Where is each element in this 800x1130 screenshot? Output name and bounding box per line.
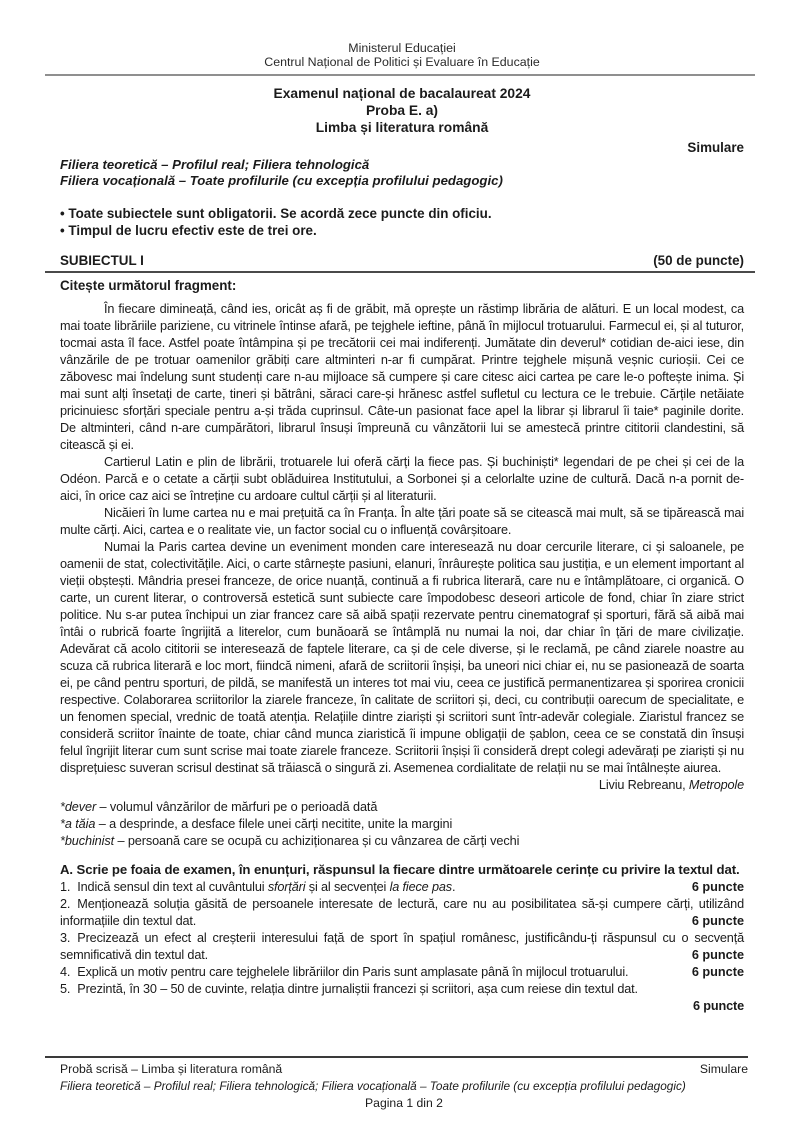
footnote-dever	[60, 799, 744, 816]
subject1-heading-row	[45, 253, 755, 273]
header-divider	[45, 74, 755, 76]
center-name: Centrul Național de Politici și Evaluare în Educație	[264, 54, 540, 69]
document-header	[60, 42, 744, 70]
question-points: 6 puncte	[691, 964, 744, 979]
question-3	[60, 930, 744, 964]
filiera-line-1: Filiera teoretică – Profilul real; Filiera tehnologică	[60, 156, 370, 172]
filiera-line-2: Filiera vocațională – Toate profilurile (cu excepția profilului pedagogic)	[60, 173, 503, 189]
footnote-term: *a tăia	[60, 816, 96, 831]
attribution-author: Liviu Rebreanu,	[598, 777, 689, 792]
question-points: 6 puncte	[691, 879, 744, 894]
part-a-intro: A. Scrie pe foaia de examen, în enunțuri, răspunsul la fiecare dintre următoarele cerințe cu privire la textul dat.	[60, 861, 740, 877]
question-text: și al secvenței	[305, 879, 390, 894]
rule-bullet-1: • Toate subiectele sunt obligatorii. Se acordă zece puncte din oficiu.	[60, 205, 744, 222]
question-text: .	[451, 879, 456, 894]
question-number: 1.	[60, 879, 71, 894]
question-text-italic: la fiece pas	[389, 879, 452, 894]
question-text-italic: sforțări	[267, 879, 306, 894]
footnote-term: *buchinist	[60, 833, 115, 848]
question-text: Indică sensul din text al cuvântului	[77, 879, 268, 894]
question-number: 4.	[60, 964, 71, 979]
exam-proba: Proba E. a)	[365, 102, 439, 118]
filiera-block	[60, 157, 744, 190]
footnote-buchinist	[60, 833, 744, 850]
question-5	[60, 981, 744, 998]
exam-subject: Limba și literatura română	[315, 119, 489, 135]
simulare-label: Simulare	[687, 139, 744, 155]
subject1-instruction: Citește următorul fragment:	[60, 277, 237, 293]
question-5-points: 6 puncte	[693, 998, 744, 1013]
question-number: 2.	[60, 896, 71, 911]
footnotes	[60, 799, 744, 850]
footer-page-number: Pagina 1 din 2	[365, 1096, 443, 1110]
fragment-paragraph-4: Numai la Paris cartea devine un eveniment monden care interesează nu doar cercurile literare, ci și saloanele, pe oamenii de stat, colectivitățile. Aici, o carte stârnește pasiuni, elanuri, înrâurește politica sau justiția, e un element important al vieții obștești. Mândria presei franceze, de orice nuanță, continuă a fi rubrica literară, care nu e întâmplătoare, ci organică. O carte, un curent literar, o controversă estetică sunt subiecte care împodobesc deseori articole de fond, chiar în ziare strict politice. Nu s-ar putea închipui un ziar francez care să aibă spații rezervate pentru cinematograf și sporturi, fără să aibă mai întâi o rubrică foarte îngrijită a literelor, cum bunăoară se întâmplă nu numai la noi, dar chiar în țări de mare civilizație. Adevărat că acolo cititorii se interesează de faptele literare, ca și de cele diverse, și le reclamă, pe când ziarele noastre au scuza că rubrica literară e loc mort, fiindcă nimeni, afară de scriitorii înșiși, ba uneori nici chiar ei, nu se pasionează de soarta ei, pe când pentru sporturi, de pildă, se manifestă un interes tot mai viu, ceea ce justifică permanentizarea și sporirea cronicii respective. Colaborarea scriitorilor la ziarele franceze, în calitate de scriitori și, deci, cu contribuții oarecum de specialitate, e un fenomen special, vrednic de toată atenția. Relațiile dintre ziariști și scriitori sunt într-adevăr colegiale. Ziaristul francez se consideră scriitor înainte de toate, chiar când munca ziaristică îi impune obligații de șablon, ceea ce se constată din însuși felul îngrijit literar cum sunt scrise mai toate ziarele franceze. Scriitorii înșiși îi consideră drept colegi adevărați pe ziariști și nu disprețuiesc suveran scrisul destinat să trăiască o singură zi. Asemenea cordialitate de relații nu se mai întâlnește aiurea.	[60, 539, 744, 775]
fragment-paragraph-2: Cartierul Latin e plin de librării, trotuarele lui oferă cărți la fiece pas. Și buchiniști* legendari de pe chei și cei de la Odéon. Parcă e o cetate a cărții subt oblăduirea Institutului, a Sorbonei și a celorlalte uzine de cultură. Dacă n-a pornit de-aici, în orice caz aici se întreține cu ardoare cultul cărții și al literaturii.	[60, 454, 744, 503]
rule-bullet-2: • Timpul de lucru efectiv este de trei ore.	[60, 222, 744, 239]
footnote-definition: – a desprinde, a desface filele unei cărți necitite, unite la margini	[95, 816, 453, 831]
question-number: 3.	[60, 930, 71, 945]
footnote-definition: – persoană care se ocupă cu achiziționarea și cu vânzarea de cărți vechi	[114, 833, 520, 848]
footnote-term: *dever	[60, 799, 97, 814]
question-2	[60, 896, 744, 930]
question-text: Precizează un efect al creșterii interesului față de sport în spațiul românesc, justificându-ți răspunsul cu o secvență semnificativă din textul dat.	[60, 930, 744, 962]
question-1	[60, 879, 744, 896]
general-rules	[60, 205, 744, 239]
question-points: 6 puncte	[691, 913, 744, 928]
title-block	[60, 85, 744, 136]
footer-row	[60, 1062, 748, 1078]
question-text: Prezintă, în 30 – 50 de cuvinte, relația dintre jurnaliștii francezi și scriitori, așa cum reiese din textul dat.	[77, 981, 638, 996]
fragment-paragraph-1: În fiecare dimineață, când ies, oricât aș fi de grăbit, mă oprește un răstimp librăria de alături. E un local modest, ca mai toate librăriile pariziene, cu vitrinele întinse afară, pe tejghele ieftine, până în mijlocul trotuarului. Farmecul ei, și al tuturor, tocmai asta îl face. Astfel poate întâmpina și pe trecătorii cei mai indiferenți. Jumătate din deverul* cotidian de-aici iese, din vânzările de pe trotuar oamenilor grăbiți care altminteri n-ar fi cumpărat. Printre tejghele mișună veșnic curioșii. Cei ce zăbovesc mai îndelung sunt studenți care n-au mijloace să cumpere și care citesc aici cartea pe care le-o poftește inima. Și mai sunt alți însetați de carte, tineri și bătrâni, săraci care-și hrănesc astfel sufletul cu lectura ce le trebuie. Cărțile netăiate pricinuiesc sforțări speciale pentru a-și trăda cuprinsul. Câte-un pasionat face apel la librar și librarul îi taie* paginile dorite. De altminteri, când n-are cumpărători, librarul însuși împreună cu vânzătorii lui se amestecă printre cititorii clandestini, să citească și ei.	[60, 301, 744, 452]
ministry-name: Ministerul Educației	[348, 41, 456, 55]
footnote-definition: – volumul vânzărilor de mărfuri pe o perioadă dată	[96, 799, 378, 814]
subject1-heading: SUBIECTUL I	[60, 252, 144, 268]
footer-simulare: Simulare	[699, 1062, 748, 1076]
question-text: Menționează soluția găsită de persoanele interesate de lectură, care nu au posibilitatea să-și cumpere cărți, utilizând informațiile din textul dat.	[60, 896, 744, 928]
attribution-work: Metropole	[688, 777, 744, 792]
attribution	[60, 777, 744, 794]
exam-title: Examenul național de bacalaureat 2024	[273, 85, 531, 101]
footnote-a-taia	[60, 816, 744, 833]
fragment-paragraph-3: Nicăieri în lume cartea nu e mai prețuită ca în Franța. În alte țări poate să se citească mai mult, să se tipărească mai multe cărți. Aici, cartea e o realitate vie, un factor social cu o influență covârșitoare.	[60, 505, 744, 537]
page-footer	[45, 1056, 748, 1112]
footer-proba: Probă scrisă – Limba și literatura română	[60, 1062, 283, 1076]
question-text: Explică un motiv pentru care tejghelele librăriilor din Paris sunt amplasate până în mijlocul trotuarului.	[77, 964, 629, 979]
questions-list	[60, 879, 744, 1015]
subject1-points: (50 de puncte)	[653, 252, 744, 268]
question-number: 5.	[60, 981, 71, 996]
question-4	[60, 964, 744, 981]
footer-filiera: Filiera teoretică – Profilul real; Filiera tehnologică; Filiera vocațională – Toate profilurile (cu excepția profilului pedagogic)	[60, 1078, 686, 1093]
question-points: 6 puncte	[691, 947, 744, 962]
text-fragment	[60, 301, 744, 794]
